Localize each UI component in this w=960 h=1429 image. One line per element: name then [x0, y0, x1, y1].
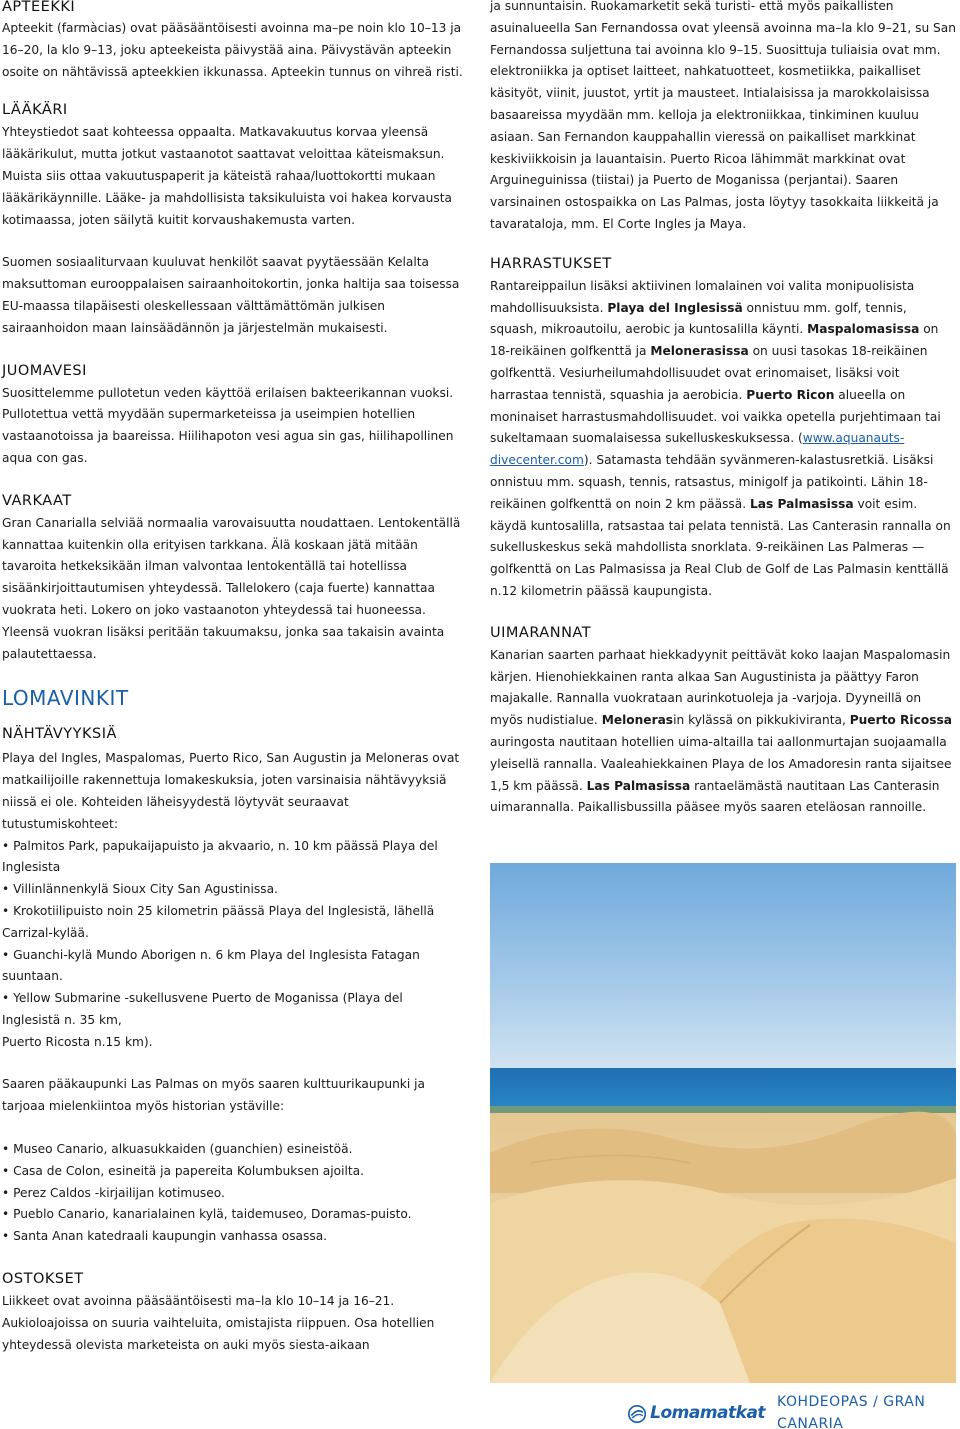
bold-place: Las Palmasissa — [750, 496, 854, 511]
list-item: • Museo Canario, alkuasukkaiden (guanchien) esineistöä. — [2, 1142, 353, 1157]
text-laakari-2: Suomen sosiaaliturvaan kuuluvat henkilöt saavat pyytäessään Kelalta maksuttoman eurooppalaisen sairaanhoitokortin, jonka haltija saa toisessa EU-maassa tilapäisesti oleskellessaan välttämättömän julkisen sairaanhoidon maan lainsäädännön ja järjestelmän mukaisesti. — [2, 255, 460, 335]
list-item: • Perez Caldos -kirjailijan kotimuseo. — [2, 1185, 225, 1200]
text-run: Kanarian saarten parhaat hiekkadyynit peittävät koko laajan Maspalomasin kärjen. Hienohiekkainen ranta alkaa San Augustinista ja päättyy Faron majakalle. Rannalla vuokrataan aurinkotuoleja ja -varjoja. Dyyneillä on myös nudistialue. — [490, 647, 951, 728]
heading-nahtavyyksia: NÄHTÄVYYKSIÄ — [2, 726, 117, 743]
heading-juomavesi: JUOMAVESI — [2, 362, 87, 379]
list-item: • Santa Anan katedraali kaupungin vanhassa osassa. — [2, 1229, 328, 1244]
text-harrastukset — [490, 276, 956, 603]
footer-guide-label: KOHDEOPAS / GRAN CANARIA — [777, 1394, 926, 1429]
section-uimarannat — [490, 623, 956, 819]
list-item: • Yellow Submarine -sukellusvene Puerto de Moganissa (Playa del Inglesistä n. 35 km, — [2, 991, 403, 1027]
text-uimarannat — [490, 645, 956, 819]
text-laakari: Yhteystiedot saat kohteessa oppaalta. Matkavakuutus korvaa yleensä lääkärikulut, mutta jotkut vastaanotot saattavat veloittaa käteismaksun. Muista siis ottaa vakuutuspaperit ja käteistä rahaa/luottokortti mukaan lääkärikäynnille. Lääke- ja mahdollisista taksikuluista voi hakea korvausta kotimaassa, joten säilytä kuitit korvaushakemusta varten. — [2, 125, 452, 227]
text-las-palmas: Saaren pääkaupunki Las Palmas on myös saaren kulttuurikaupunki ja tarjoaa mielenkiintoa myös historian ystäville: — [2, 1077, 425, 1114]
text-run: kylässä on pikkukiviranta, — [684, 713, 850, 728]
dunes-photo — [490, 863, 956, 1383]
heading-lomavinkit: LOMAVINKIT — [2, 686, 129, 711]
text-run: alueella on moninaiset harrastusmahdollisuudet. voi vaikka opetella purjehtimaan tai sukeltamaan suomalaisessa sukelluskeskuksessa. ( — [490, 387, 941, 446]
bold-place: Las Palmasissa — [586, 778, 691, 793]
section-juomavesi — [2, 361, 464, 470]
text-run: onnistuu mm. golf, tennis, squash, mikroautoilu, aerobic ja kuntosalilla käynti. — [490, 300, 907, 337]
list-item-continuation: Puerto Ricosta n.15 km). — [2, 1034, 153, 1049]
section-apteekki — [2, 0, 464, 83]
text-ostokset-continued: ja sunnuntaisin. Ruokamarketit sekä turisti- että myös paikallisten asuinalueella San Fernandossa ovat yleensä avoinna ma–la klo 9–21, su San Fernandossa suljettuna tai avoinna klo 9–15. Suosittuja tuliaisia ovat mm. elektroniikka ja optiset laitteet, nahkatuotteet, kosmetiikka, paikalliset käsityöt, viinit, juustot, yrtit ja mausteet. Intialaisissa ja marokkolaisissa basaareissa myydään mm. kelloja ja elektroniikkaa, tinkiminen kuuluu asiaan. San Fernandon kauppahallin vieressä on paikalliset markkinat keskiviikkoisin ja lauantaisin. Puerto Ricoa lähimmät markkinat ovat Arguineguinissa (tiistai) ja Puerto de Moganissa (perjantai). Saaren varsinainen ostospaikka on Las Palmas, josta löytyy tasokkaita liikkeitä ja tavarataloja, mm. El Corte Ingles ja Maya. — [490, 0, 956, 231]
text-juomavesi: Suosittelemme pullotetun veden käyttöä erilaisen bakteerikannan vuoksi. Pullotettua vettä myydään supermarketeissa ja useimpien hotellien vastaanotoissa ja baareissa. Hiilihapoton vesi agua sin gas, hiilihapollinen aqua con gas. — [2, 385, 454, 465]
heading-harrastukset: HARRASTUKSET — [490, 255, 612, 272]
text-run: auringosta nautitaan hotellien uima-altailla tai aallonmurtajan suojaamalla yleisellä rannalla. Vaaleahiekkainen Playa de los Amadoresin ranta sijaitsee 1,5 km päässä. — [490, 734, 952, 793]
text-apteekki: Apteekit (farmàcias) ovat pääsääntöisesti avoinna ma–pe noin klo 10–13 ja 16–20, la klo 9–13, joku apteekeista päivystää aina. Päivystävän apteekin osoite on nähtävissä apteekkien ikkunassa. Apteekin tunnus on vihreä risti. — [2, 21, 463, 79]
list-item: • Krokotiilipuisto noin 25 kilometrin päässä Playa del Inglesistä, lähellä Carrizal-kylää. — [2, 903, 435, 940]
section-ostokset — [2, 1269, 464, 1356]
las-palmas-list — [2, 1139, 464, 1248]
bold-place: Meloneras — [650, 344, 722, 359]
text-ostokset: Liikkeet ovat avoinna pääsääntöisesti ma–la klo 10–14 ja 16–21. Aukioloajoissa on suuria vaihteluita, omistajista riippuen. Osa hotellien yhteydessä olevista marketeista on auki myös siesta-aikaan — [2, 1294, 435, 1352]
section-harrastukset — [490, 254, 956, 603]
list-item: • Villinlännenkylä Sioux City San Agustinissa. — [2, 882, 278, 897]
list-item: • Pueblo Canario, kanarialainen kylä, taidemuseo, Doramas-puisto. — [2, 1207, 412, 1222]
text-run: ). Satamasta tehdään syvänmeren-kalastusretkiä. Lisäksi onnistuu mm. squash, tennis, ratsastus, minigolf ja patikointi. Lähin 18-reikäinen golfkenttä on noin 2 km päässä. — [490, 453, 934, 511]
heading-apteekki: APTEEKKI — [2, 0, 76, 15]
heading-laakari: LÄÄKÄRI — [2, 102, 68, 119]
bold-place: Maspalomasissa — [807, 322, 920, 337]
heading-uimarannat: UIMARANNAT — [490, 624, 592, 641]
text-run: Rantareippailun lisäksi aktiivinen lomalainen voi valita monipuolisista mahdollisuuksista. — [490, 278, 915, 315]
dunes-illustration — [490, 863, 956, 1383]
text-run: on uusi tasokas 18-reikäinen golfkenttä. Vesiurheilumahdollisuudet ovat erinomaiset, lisäksi voit harrastaa tennistä, squashia ja aerobicia. — [490, 344, 928, 402]
text-nahtavyyksia: Playa del Ingles, Maspalomas, Puerto Rico, San Augustin ja Meloneras ovat matkailijoille rakennettuja lomakeskuksia, joten varsinaisia nähtävyyksiä niissä ei ole. Kohteiden läheisyydestä löytyvät seuraavat tutustumiskohteet: — [2, 751, 460, 831]
right-column — [490, 0, 956, 819]
text-run: voit esim. käydä kuntosalilla, ratsastaa tai pelata tennistä. Las Canterasin rannalla on sukelluskeskus sekä mahdollista snorklata. 9-reikäinen Las Palmeras — golfkenttä on Las Palmasissa ja Real Club de Golf de Las Palmasin kenttällä n.12 kilometrin päässä kaupungista. — [490, 496, 951, 598]
lomamatkat-logo-icon — [628, 1403, 646, 1425]
section-nahtavyyksia — [2, 724, 464, 1248]
bold-place-suffix: issa — [721, 344, 749, 359]
heading-varkaat: VARKAAT — [2, 492, 72, 509]
list-item: • Palmitos Park, papukaijapuisto ja akvaario, n. 10 km päässä Playa del Inglesista — [2, 838, 438, 875]
text-run: on 18-reikäinen golfkenttä ja — [490, 322, 939, 359]
bold-place: Playa del Inglesissä — [607, 300, 743, 315]
list-item: • Casa de Colon, esineitä ja papereita Kolumbuksen ajoilta. — [2, 1163, 364, 1178]
heading-ostokset: OSTOKSET — [2, 1271, 84, 1288]
section-lomavinkit — [2, 685, 464, 711]
brand-logo-text: Lomamatkat — [650, 1403, 766, 1424]
text-varkaat: Gran Canarialla selviää normaalia varovaisuutta noudattaen. Lentokentällä kannattaa kuitenkin olla erityisen tarkkana. Älä koskaan jätä mitään tavaroita hetkeksikään ilman valvontaa lentokentällä tai hotellissa sisäänkirjoittautumisen yhteydessä. Tallelokero (caja fuerte) kannattaa vuokrata heti. Lokero on joko vastaanoton yhteydessä tai huoneessa. Yleensä vuokran lisäksi peritään takuumaksu, jonka saa takaisin avainta palautettaessa. — [2, 515, 461, 661]
list-item: • Guanchi-kylä Mundo Aborigen n. 6 km Playa del Inglesista Fatagan suuntaan. — [2, 947, 420, 984]
section-varkaat — [2, 491, 464, 666]
bold-place: Puerto Ricon — [746, 387, 835, 402]
bold-place: Puerto Ricossa — [849, 713, 952, 728]
section-laakari — [2, 100, 464, 339]
footer — [628, 1396, 958, 1429]
text-run: in — [673, 713, 685, 728]
sights-list — [2, 836, 464, 1054]
left-column — [2, 0, 464, 1356]
dive-center-link[interactable]: www.aquanauts-divecenter.com — [490, 431, 905, 468]
text-run: rantaelämästä nautitaan Las Canterasin uimarannalla. Paikallisbussilla pääsee myös saaren eteläosan rannoille. — [490, 778, 940, 815]
bold-place: Meloneras — [601, 713, 674, 728]
